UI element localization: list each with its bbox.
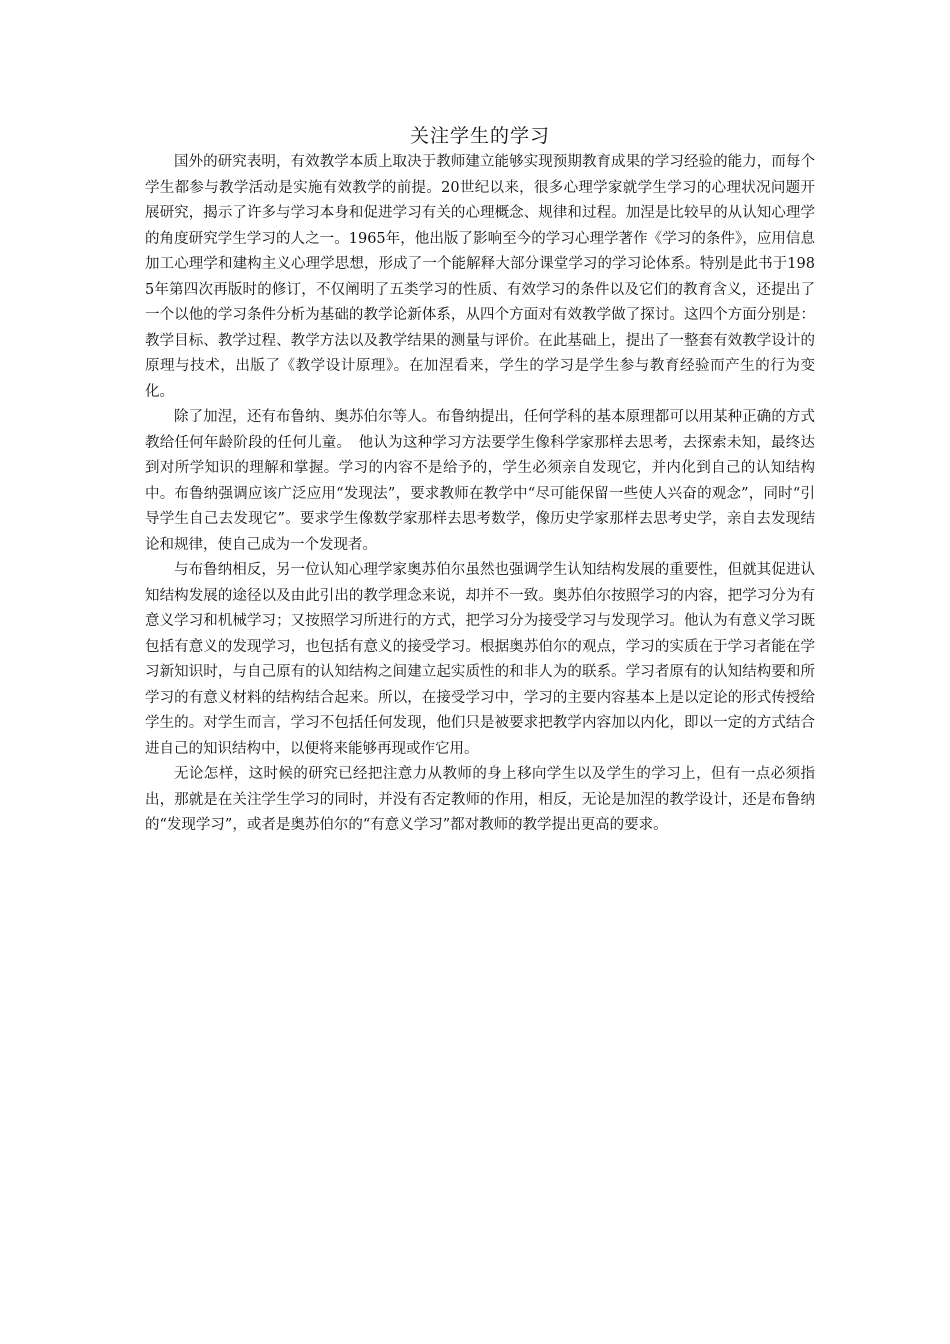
paragraph-3: 与布鲁纳相反，另一位认知心理学家奥苏伯尔虽然也强调学生认知结构发展的重要性，但就其促进认知结构发展的途径以及由此引出的教学理念来说，却并不一致。奥苏伯尔按照学习的内容，把学习分为有意义学习和机械学习；又按照学习所进行的方式，把学习分为接受学习与发现学习。他认为有意义学习既包括有意义的发现学习，也包括有意义的接受学习。根据奥苏伯尔的观点，学习的实质在于学习者能在学习新知识时，与自己原有的认知结构之间建立起实质性的和非人为的联系。学习者原有的认知结构要和所学习的有意义材料的结构结合起来。所以，在接受学习中，学习的主要内容基本上是以定论的形式传授给学生的。对学生而言，学习不包括任何发现，他们只是被要求把教学内容加以内化，即以一定的方式结合进自己的知识结构中，以便将来能够再现或作它用。 bbox=[145, 562, 815, 757]
document-title: 关注学生的学习 bbox=[409, 125, 550, 147]
paragraph-4: 无论怎样，这时候的研究已经把注意力从教师的身上移向学生以及学生的学习上，但有一点必须指出，那就是在关注学生学习的同时，并没有否定教师的作用，相反，无论是加涅的教学设计，还是布鲁纳的“发现学习”，或者是奥苏伯尔的“有意义学习”都对教师的教学提出更高的要求。 bbox=[145, 766, 815, 833]
document-page bbox=[145, 122, 815, 839]
paragraph-2: 除了加涅，还有布鲁纳、奥苏伯尔等人。布鲁纳提出，任何学科的基本原理都可以用某种正确的方式教给任何年龄阶段的任何儿童。 他认为这种学习方法要学生像科学家那样去思考，去探索未知，最终达到对所学知识的理解和掌握。学习的内容不是给予的，学生必须亲自发现它，并内化到自己的认知结构中。布鲁纳强调应该广泛应用“发现法”，要求教师在教学中“尽可能保留一些使人兴奋的观念”，同时“引导学生自己去发现它”。要求学生像数学家那样去思考数学，像历史学家那样去思考史学，亲自去发现结论和规律，使自己成为一个发现者。 bbox=[145, 409, 815, 553]
paragraph-1: 国外的研究表明，有效教学本质上取决于教师建立能够实现预期教育成果的学习经验的能力，而每个学生都参与教学活动是实施有效教学的前提。20世纪以来，很多心理学家就学生学习的心理状况问题开展研究，揭示了许多与学习本身和促进学习有关的心理概念、规律和过程。加涅是比较早的从认知心理学的角度研究学生学习的人之一。1965年，他出版了影响至今的学习心理学著作《学习的条件》，应用信息加工心理学和建构主义心理学思想，形成了一个能解释大部分课堂学习的学习论体系。特别是此书于1985年第四次再版时的修订，不仅阐明了五类学习的性质、有效学习的条件以及它们的教育含义，还提出了一个以他的学习条件分析为基础的教学论新体系，从四个方面对有效教学做了探讨。这四个方面分别是：教学目标、教学过程、教学方法以及教学结果的测量与评价。在此基础上，提出了一整套有效教学设计的原理与技术，出版了《教学设计原理》。在加涅看来，学生的学习是学生参与教育经验而产生的行为变化。 bbox=[145, 154, 815, 400]
